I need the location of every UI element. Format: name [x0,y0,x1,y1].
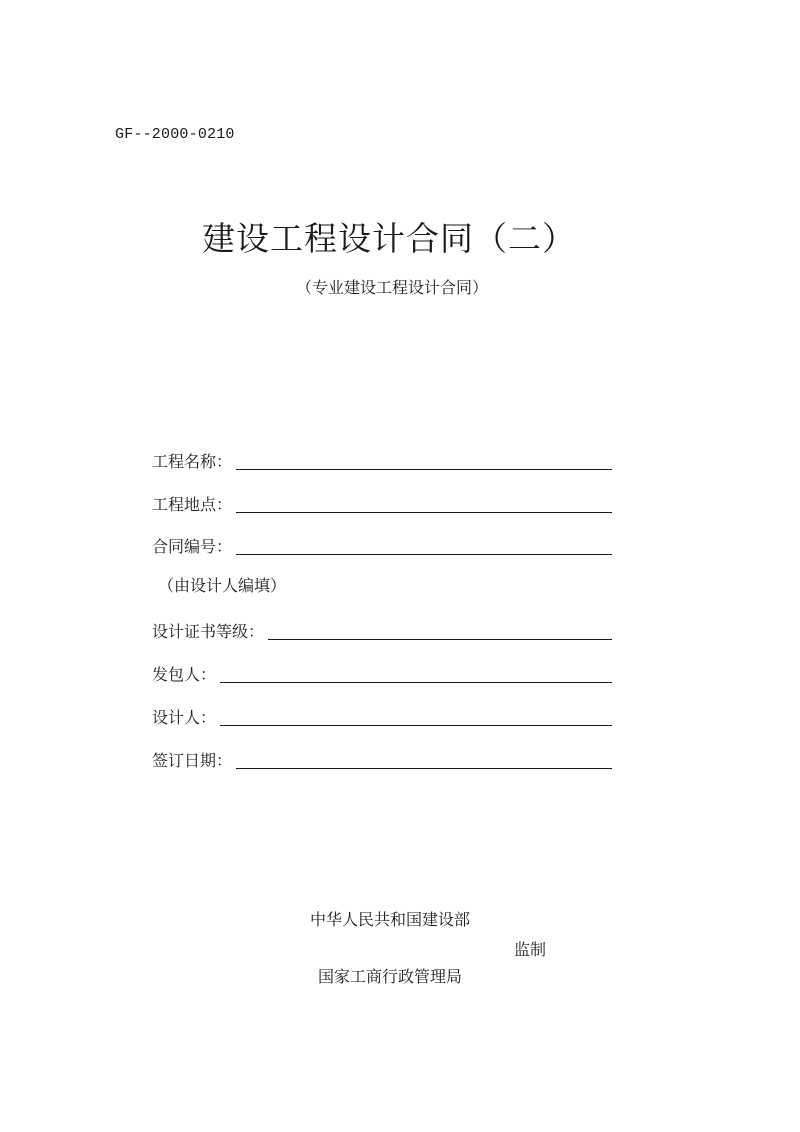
issuer-ministry-construction: 中华人民共和国建设部 [310,910,471,929]
project-location-input-line[interactable] [236,496,612,513]
project-name-field [152,448,612,472]
contract-number-input-line[interactable] [236,538,612,555]
contract-number-note: （由设计人编填） [158,576,287,595]
certificate-grade-label: 设计证书等级： [152,622,265,641]
issuer-industry-commerce: 国家工商行政管理局 [318,967,463,986]
certificate-grade-field [152,618,612,642]
document-code: GF--2000-0210 [115,126,235,143]
client-input-line[interactable] [220,666,612,683]
project-name-label: 工程名称： [152,452,233,471]
project-location-field [152,491,612,515]
document-title: 建设工程设计合同（二） [202,219,576,258]
designer-label: 设计人： [152,708,217,727]
sign-date-label: 签订日期： [152,751,233,770]
client-field [152,661,612,685]
certificate-grade-input-line[interactable] [268,623,612,640]
designer-input-line[interactable] [220,709,612,726]
designer-field [152,704,612,728]
client-label: 发包人： [152,665,217,684]
contract-number-field [152,533,612,557]
supervise-label: 监制 [514,940,547,959]
contract-number-label: 合同编号： [152,537,233,556]
sign-date-input-line[interactable] [236,752,612,769]
sign-date-field [152,747,612,771]
project-name-input-line[interactable] [236,453,612,470]
document-subtitle: （专业建设工程设计合同） [296,278,489,297]
project-location-label: 工程地点： [152,495,233,514]
